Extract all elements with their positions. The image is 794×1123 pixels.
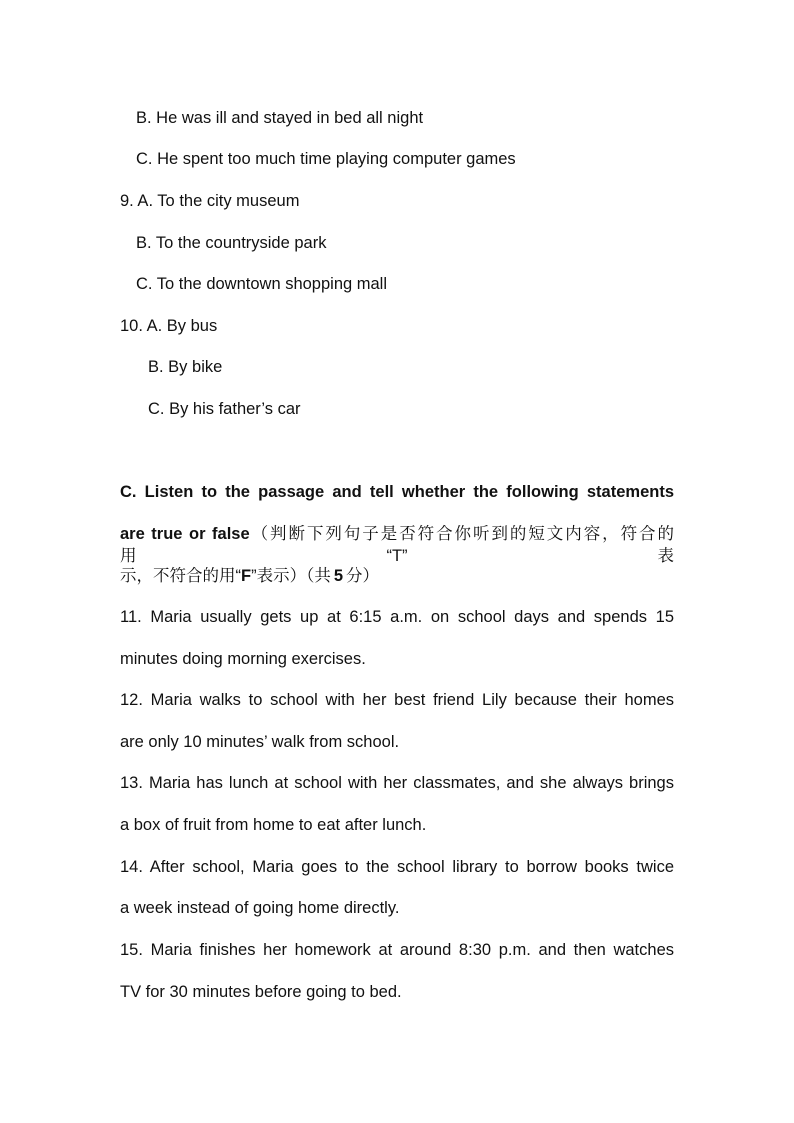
section-c-instruction-cn-b: ”表示）（共: [251, 567, 331, 585]
statement-12-line2: are only 10 minutes’ walk from school.: [120, 733, 400, 751]
q10-option-a: 10. A. By bus: [120, 317, 218, 335]
section-c-f-letter: F: [241, 567, 252, 585]
q8-option-b: B. He was ill and stayed in bed all night: [136, 109, 424, 127]
statement-11-line2: minutes doing morning exercises.: [120, 650, 366, 668]
statement-12-line1: 12. Maria walks to school with her best friend Lily because their homes: [120, 691, 674, 709]
q10-option-c: C. By his father’s car: [148, 400, 301, 418]
q9-option-b: B. To the countryside park: [136, 234, 327, 252]
statement-14-line2: a week instead of going home directly.: [120, 899, 400, 917]
section-c-instruction-cn: （判断下列句子是否符合你听到的短文内容，符合的用“T”表: [120, 525, 674, 565]
section-c-heading-line1: C. Listen to the passage and tell whether the following statements: [120, 483, 674, 501]
section-c-heading-line3: [120, 565, 379, 587]
statement-15-line1: 15. Maria finishes her homework at around 8:30 p.m. and then watches: [120, 941, 674, 959]
q9-option-a: 9. A. To the city museum: [120, 192, 300, 210]
statement-15-line2: TV for 30 minutes before going to bed.: [120, 983, 402, 1001]
q10-option-b: B. By bike: [148, 358, 223, 376]
q9-option-c: C. To the downtown shopping mall: [136, 275, 388, 293]
statement-13-line2: a box of fruit from home to eat after lunch.: [120, 816, 427, 834]
section-c-true-false: are true or false: [120, 525, 250, 543]
section-c-heading-line2: [120, 523, 674, 567]
statement-13-line1: 13. Maria has lunch at school with her classmates, and she always brings: [120, 774, 674, 792]
statement-11-line1: 11. Maria usually gets up at 6:15 a.m. on school days and spends 15: [120, 608, 674, 626]
q8-option-c: C. He spent too much time playing computer games: [136, 150, 516, 168]
section-c-instruction-cn-a: 示，不符合的用“: [120, 567, 241, 585]
section-c-score: 5: [333, 567, 344, 585]
statement-14-line1: 14. After school, Maria goes to the school library to borrow books twice: [120, 858, 674, 876]
section-c-instruction-cn-c: 分）: [346, 567, 380, 585]
